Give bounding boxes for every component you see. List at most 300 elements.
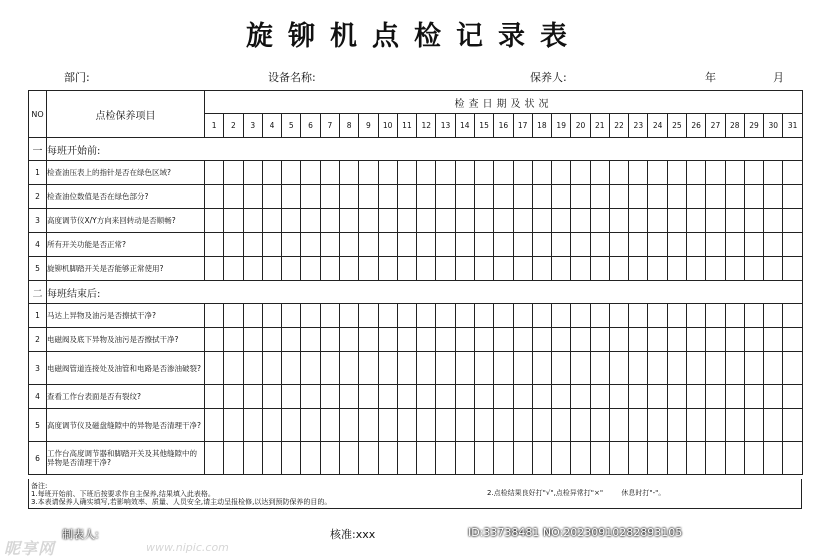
check-cell[interactable] bbox=[417, 185, 436, 209]
check-cell[interactable] bbox=[494, 328, 513, 352]
check-cell[interactable] bbox=[706, 185, 725, 209]
check-cell[interactable] bbox=[783, 385, 802, 409]
check-cell[interactable] bbox=[494, 185, 513, 209]
check-cell[interactable] bbox=[494, 409, 513, 442]
check-cell[interactable] bbox=[243, 352, 262, 385]
check-cell[interactable] bbox=[783, 257, 802, 281]
check-cell[interactable] bbox=[532, 233, 551, 257]
check-cell[interactable] bbox=[397, 185, 416, 209]
check-cell[interactable] bbox=[744, 442, 763, 475]
check-cell[interactable] bbox=[687, 328, 706, 352]
check-cell[interactable] bbox=[359, 304, 378, 328]
check-cell[interactable] bbox=[243, 257, 262, 281]
check-cell[interactable] bbox=[301, 209, 320, 233]
check-cell[interactable] bbox=[590, 352, 609, 385]
check-cell[interactable] bbox=[262, 185, 281, 209]
check-cell[interactable] bbox=[378, 185, 397, 209]
check-cell[interactable] bbox=[609, 209, 628, 233]
check-cell[interactable] bbox=[590, 209, 609, 233]
check-cell[interactable] bbox=[301, 304, 320, 328]
check-cell[interactable] bbox=[320, 161, 339, 185]
check-cell[interactable] bbox=[205, 328, 224, 352]
check-cell[interactable] bbox=[571, 185, 590, 209]
check-cell[interactable] bbox=[359, 161, 378, 185]
check-cell[interactable] bbox=[590, 442, 609, 475]
check-cell[interactable] bbox=[532, 442, 551, 475]
check-cell[interactable] bbox=[455, 328, 474, 352]
check-cell[interactable] bbox=[532, 161, 551, 185]
check-cell[interactable] bbox=[494, 233, 513, 257]
check-cell[interactable] bbox=[205, 233, 224, 257]
check-cell[interactable] bbox=[725, 442, 744, 475]
check-cell[interactable] bbox=[243, 161, 262, 185]
check-cell[interactable] bbox=[667, 209, 686, 233]
check-cell[interactable] bbox=[764, 352, 783, 385]
check-cell[interactable] bbox=[571, 257, 590, 281]
check-cell[interactable] bbox=[706, 409, 725, 442]
check-cell[interactable] bbox=[417, 442, 436, 475]
check-cell[interactable] bbox=[436, 161, 455, 185]
check-cell[interactable] bbox=[474, 442, 493, 475]
check-cell[interactable] bbox=[629, 328, 648, 352]
check-cell[interactable] bbox=[339, 161, 358, 185]
check-cell[interactable] bbox=[320, 352, 339, 385]
check-cell[interactable] bbox=[609, 328, 628, 352]
check-cell[interactable] bbox=[262, 352, 281, 385]
check-cell[interactable] bbox=[609, 442, 628, 475]
check-cell[interactable] bbox=[474, 257, 493, 281]
check-cell[interactable] bbox=[224, 328, 243, 352]
check-cell[interactable] bbox=[552, 209, 571, 233]
check-cell[interactable] bbox=[205, 385, 224, 409]
check-cell[interactable] bbox=[552, 385, 571, 409]
check-cell[interactable] bbox=[455, 161, 474, 185]
check-cell[interactable] bbox=[224, 185, 243, 209]
check-cell[interactable] bbox=[436, 209, 455, 233]
check-cell[interactable] bbox=[320, 442, 339, 475]
check-cell[interactable] bbox=[359, 328, 378, 352]
check-cell[interactable] bbox=[397, 328, 416, 352]
check-cell[interactable] bbox=[609, 233, 628, 257]
check-cell[interactable] bbox=[648, 328, 667, 352]
check-cell[interactable] bbox=[339, 409, 358, 442]
check-cell[interactable] bbox=[301, 257, 320, 281]
check-cell[interactable] bbox=[262, 385, 281, 409]
check-cell[interactable] bbox=[513, 352, 532, 385]
check-cell[interactable] bbox=[648, 257, 667, 281]
check-cell[interactable] bbox=[552, 304, 571, 328]
check-cell[interactable] bbox=[552, 233, 571, 257]
check-cell[interactable] bbox=[474, 385, 493, 409]
check-cell[interactable] bbox=[417, 304, 436, 328]
check-cell[interactable] bbox=[205, 161, 224, 185]
check-cell[interactable] bbox=[513, 385, 532, 409]
check-cell[interactable] bbox=[262, 409, 281, 442]
check-cell[interactable] bbox=[301, 409, 320, 442]
check-cell[interactable] bbox=[417, 385, 436, 409]
check-cell[interactable] bbox=[455, 385, 474, 409]
check-cell[interactable] bbox=[320, 185, 339, 209]
check-cell[interactable] bbox=[648, 209, 667, 233]
check-cell[interactable] bbox=[667, 409, 686, 442]
check-cell[interactable] bbox=[571, 233, 590, 257]
check-cell[interactable] bbox=[629, 209, 648, 233]
check-cell[interactable] bbox=[243, 304, 262, 328]
check-cell[interactable] bbox=[783, 328, 802, 352]
check-cell[interactable] bbox=[224, 233, 243, 257]
check-cell[interactable] bbox=[687, 352, 706, 385]
check-cell[interactable] bbox=[205, 409, 224, 442]
check-cell[interactable] bbox=[513, 209, 532, 233]
check-cell[interactable] bbox=[378, 385, 397, 409]
check-cell[interactable] bbox=[301, 328, 320, 352]
check-cell[interactable] bbox=[687, 161, 706, 185]
check-cell[interactable] bbox=[243, 233, 262, 257]
check-cell[interactable] bbox=[706, 233, 725, 257]
check-cell[interactable] bbox=[224, 442, 243, 475]
check-cell[interactable] bbox=[552, 161, 571, 185]
check-cell[interactable] bbox=[629, 161, 648, 185]
check-cell[interactable] bbox=[764, 233, 783, 257]
check-cell[interactable] bbox=[609, 185, 628, 209]
check-cell[interactable] bbox=[590, 304, 609, 328]
check-cell[interactable] bbox=[339, 385, 358, 409]
check-cell[interactable] bbox=[474, 209, 493, 233]
check-cell[interactable] bbox=[320, 233, 339, 257]
check-cell[interactable] bbox=[629, 442, 648, 475]
check-cell[interactable] bbox=[532, 352, 551, 385]
check-cell[interactable] bbox=[224, 352, 243, 385]
check-cell[interactable] bbox=[205, 352, 224, 385]
check-cell[interactable] bbox=[339, 233, 358, 257]
check-cell[interactable] bbox=[262, 442, 281, 475]
check-cell[interactable] bbox=[359, 352, 378, 385]
check-cell[interactable] bbox=[397, 442, 416, 475]
check-cell[interactable] bbox=[744, 257, 763, 281]
check-cell[interactable] bbox=[455, 257, 474, 281]
check-cell[interactable] bbox=[744, 328, 763, 352]
check-cell[interactable] bbox=[571, 352, 590, 385]
check-cell[interactable] bbox=[764, 257, 783, 281]
check-cell[interactable] bbox=[339, 185, 358, 209]
check-cell[interactable] bbox=[513, 328, 532, 352]
check-cell[interactable] bbox=[706, 257, 725, 281]
check-cell[interactable] bbox=[417, 409, 436, 442]
check-cell[interactable] bbox=[513, 442, 532, 475]
check-cell[interactable] bbox=[339, 328, 358, 352]
check-cell[interactable] bbox=[725, 233, 744, 257]
check-cell[interactable] bbox=[590, 409, 609, 442]
check-cell[interactable] bbox=[687, 409, 706, 442]
check-cell[interactable] bbox=[687, 233, 706, 257]
check-cell[interactable] bbox=[609, 304, 628, 328]
check-cell[interactable] bbox=[571, 328, 590, 352]
check-cell[interactable] bbox=[417, 352, 436, 385]
check-cell[interactable] bbox=[436, 442, 455, 475]
check-cell[interactable] bbox=[417, 161, 436, 185]
check-cell[interactable] bbox=[667, 352, 686, 385]
check-cell[interactable] bbox=[320, 257, 339, 281]
check-cell[interactable] bbox=[262, 161, 281, 185]
check-cell[interactable] bbox=[629, 257, 648, 281]
check-cell[interactable] bbox=[417, 328, 436, 352]
check-cell[interactable] bbox=[205, 442, 224, 475]
check-cell[interactable] bbox=[301, 442, 320, 475]
check-cell[interactable] bbox=[532, 409, 551, 442]
check-cell[interactable] bbox=[320, 385, 339, 409]
check-cell[interactable] bbox=[243, 209, 262, 233]
check-cell[interactable] bbox=[282, 352, 301, 385]
check-cell[interactable] bbox=[359, 233, 378, 257]
check-cell[interactable] bbox=[667, 185, 686, 209]
check-cell[interactable] bbox=[224, 257, 243, 281]
check-cell[interactable] bbox=[378, 352, 397, 385]
check-cell[interactable] bbox=[687, 209, 706, 233]
check-cell[interactable] bbox=[339, 209, 358, 233]
check-cell[interactable] bbox=[417, 209, 436, 233]
check-cell[interactable] bbox=[648, 185, 667, 209]
check-cell[interactable] bbox=[282, 257, 301, 281]
check-cell[interactable] bbox=[397, 352, 416, 385]
check-cell[interactable] bbox=[609, 352, 628, 385]
check-cell[interactable] bbox=[783, 185, 802, 209]
check-cell[interactable] bbox=[744, 233, 763, 257]
check-cell[interactable] bbox=[301, 385, 320, 409]
check-cell[interactable] bbox=[552, 257, 571, 281]
check-cell[interactable] bbox=[494, 209, 513, 233]
check-cell[interactable] bbox=[687, 442, 706, 475]
check-cell[interactable] bbox=[629, 352, 648, 385]
check-cell[interactable] bbox=[205, 304, 224, 328]
check-cell[interactable] bbox=[243, 328, 262, 352]
check-cell[interactable] bbox=[397, 257, 416, 281]
check-cell[interactable] bbox=[764, 328, 783, 352]
check-cell[interactable] bbox=[436, 233, 455, 257]
check-cell[interactable] bbox=[532, 257, 551, 281]
check-cell[interactable] bbox=[378, 442, 397, 475]
check-cell[interactable] bbox=[224, 385, 243, 409]
check-cell[interactable] bbox=[455, 304, 474, 328]
check-cell[interactable] bbox=[609, 385, 628, 409]
check-cell[interactable] bbox=[725, 304, 744, 328]
check-cell[interactable] bbox=[648, 442, 667, 475]
check-cell[interactable] bbox=[552, 442, 571, 475]
check-cell[interactable] bbox=[320, 328, 339, 352]
check-cell[interactable] bbox=[552, 185, 571, 209]
check-cell[interactable] bbox=[667, 442, 686, 475]
check-cell[interactable] bbox=[494, 257, 513, 281]
check-cell[interactable] bbox=[648, 409, 667, 442]
check-cell[interactable] bbox=[629, 185, 648, 209]
check-cell[interactable] bbox=[706, 209, 725, 233]
check-cell[interactable] bbox=[474, 352, 493, 385]
check-cell[interactable] bbox=[648, 352, 667, 385]
check-cell[interactable] bbox=[359, 409, 378, 442]
check-cell[interactable] bbox=[243, 409, 262, 442]
check-cell[interactable] bbox=[397, 409, 416, 442]
check-cell[interactable] bbox=[590, 328, 609, 352]
check-cell[interactable] bbox=[648, 385, 667, 409]
check-cell[interactable] bbox=[224, 209, 243, 233]
check-cell[interactable] bbox=[378, 233, 397, 257]
check-cell[interactable] bbox=[571, 409, 590, 442]
check-cell[interactable] bbox=[397, 161, 416, 185]
check-cell[interactable] bbox=[262, 209, 281, 233]
check-cell[interactable] bbox=[494, 304, 513, 328]
check-cell[interactable] bbox=[725, 185, 744, 209]
check-cell[interactable] bbox=[378, 161, 397, 185]
check-cell[interactable] bbox=[764, 409, 783, 442]
check-cell[interactable] bbox=[474, 161, 493, 185]
check-cell[interactable] bbox=[667, 304, 686, 328]
check-cell[interactable] bbox=[436, 385, 455, 409]
check-cell[interactable] bbox=[378, 257, 397, 281]
check-cell[interactable] bbox=[764, 385, 783, 409]
check-cell[interactable] bbox=[320, 409, 339, 442]
check-cell[interactable] bbox=[590, 161, 609, 185]
check-cell[interactable] bbox=[301, 233, 320, 257]
check-cell[interactable] bbox=[474, 328, 493, 352]
check-cell[interactable] bbox=[494, 161, 513, 185]
check-cell[interactable] bbox=[474, 185, 493, 209]
check-cell[interactable] bbox=[744, 161, 763, 185]
check-cell[interactable] bbox=[783, 233, 802, 257]
check-cell[interactable] bbox=[397, 385, 416, 409]
check-cell[interactable] bbox=[629, 409, 648, 442]
check-cell[interactable] bbox=[436, 304, 455, 328]
check-cell[interactable] bbox=[243, 185, 262, 209]
check-cell[interactable] bbox=[648, 304, 667, 328]
check-cell[interactable] bbox=[455, 185, 474, 209]
check-cell[interactable] bbox=[436, 328, 455, 352]
check-cell[interactable] bbox=[590, 385, 609, 409]
check-cell[interactable] bbox=[282, 233, 301, 257]
check-cell[interactable] bbox=[378, 304, 397, 328]
check-cell[interactable] bbox=[436, 257, 455, 281]
check-cell[interactable] bbox=[359, 385, 378, 409]
check-cell[interactable] bbox=[706, 161, 725, 185]
check-cell[interactable] bbox=[282, 442, 301, 475]
check-cell[interactable] bbox=[667, 328, 686, 352]
check-cell[interactable] bbox=[378, 328, 397, 352]
check-cell[interactable] bbox=[667, 161, 686, 185]
check-cell[interactable] bbox=[494, 442, 513, 475]
check-cell[interactable] bbox=[725, 161, 744, 185]
check-cell[interactable] bbox=[301, 352, 320, 385]
check-cell[interactable] bbox=[783, 304, 802, 328]
check-cell[interactable] bbox=[744, 409, 763, 442]
check-cell[interactable] bbox=[243, 442, 262, 475]
check-cell[interactable] bbox=[764, 304, 783, 328]
check-cell[interactable] bbox=[725, 209, 744, 233]
check-cell[interactable] bbox=[532, 328, 551, 352]
check-cell[interactable] bbox=[552, 328, 571, 352]
check-cell[interactable] bbox=[397, 233, 416, 257]
check-cell[interactable] bbox=[474, 409, 493, 442]
check-cell[interactable] bbox=[571, 385, 590, 409]
check-cell[interactable] bbox=[687, 185, 706, 209]
check-cell[interactable] bbox=[687, 304, 706, 328]
check-cell[interactable] bbox=[378, 409, 397, 442]
check-cell[interactable] bbox=[359, 257, 378, 281]
check-cell[interactable] bbox=[282, 328, 301, 352]
check-cell[interactable] bbox=[764, 161, 783, 185]
check-cell[interactable] bbox=[455, 442, 474, 475]
check-cell[interactable] bbox=[359, 209, 378, 233]
check-cell[interactable] bbox=[513, 233, 532, 257]
check-cell[interactable] bbox=[320, 209, 339, 233]
check-cell[interactable] bbox=[282, 304, 301, 328]
check-cell[interactable] bbox=[282, 409, 301, 442]
check-cell[interactable] bbox=[262, 304, 281, 328]
check-cell[interactable] bbox=[436, 185, 455, 209]
check-cell[interactable] bbox=[725, 409, 744, 442]
check-cell[interactable] bbox=[571, 209, 590, 233]
check-cell[interactable] bbox=[571, 442, 590, 475]
check-cell[interactable] bbox=[571, 161, 590, 185]
check-cell[interactable] bbox=[494, 352, 513, 385]
check-cell[interactable] bbox=[744, 385, 763, 409]
check-cell[interactable] bbox=[744, 185, 763, 209]
check-cell[interactable] bbox=[783, 161, 802, 185]
check-cell[interactable] bbox=[282, 209, 301, 233]
check-cell[interactable] bbox=[590, 233, 609, 257]
check-cell[interactable] bbox=[474, 233, 493, 257]
check-cell[interactable] bbox=[397, 304, 416, 328]
check-cell[interactable] bbox=[282, 161, 301, 185]
check-cell[interactable] bbox=[224, 304, 243, 328]
check-cell[interactable] bbox=[783, 209, 802, 233]
check-cell[interactable] bbox=[764, 209, 783, 233]
check-cell[interactable] bbox=[629, 385, 648, 409]
check-cell[interactable] bbox=[629, 304, 648, 328]
check-cell[interactable] bbox=[667, 233, 686, 257]
check-cell[interactable] bbox=[513, 409, 532, 442]
check-cell[interactable] bbox=[609, 161, 628, 185]
check-cell[interactable] bbox=[359, 185, 378, 209]
check-cell[interactable] bbox=[706, 328, 725, 352]
check-cell[interactable] bbox=[687, 385, 706, 409]
check-cell[interactable] bbox=[648, 161, 667, 185]
check-cell[interactable] bbox=[725, 352, 744, 385]
check-cell[interactable] bbox=[725, 257, 744, 281]
check-cell[interactable] bbox=[282, 385, 301, 409]
check-cell[interactable] bbox=[301, 161, 320, 185]
check-cell[interactable] bbox=[436, 352, 455, 385]
check-cell[interactable] bbox=[320, 304, 339, 328]
check-cell[interactable] bbox=[474, 304, 493, 328]
check-cell[interactable] bbox=[744, 352, 763, 385]
check-cell[interactable] bbox=[513, 257, 532, 281]
check-cell[interactable] bbox=[262, 257, 281, 281]
check-cell[interactable] bbox=[783, 442, 802, 475]
check-cell[interactable] bbox=[764, 185, 783, 209]
check-cell[interactable] bbox=[224, 161, 243, 185]
check-cell[interactable] bbox=[532, 385, 551, 409]
check-cell[interactable] bbox=[667, 385, 686, 409]
check-cell[interactable] bbox=[571, 304, 590, 328]
check-cell[interactable] bbox=[436, 409, 455, 442]
check-cell[interactable] bbox=[783, 352, 802, 385]
check-cell[interactable] bbox=[339, 352, 358, 385]
check-cell[interactable] bbox=[706, 385, 725, 409]
check-cell[interactable] bbox=[205, 257, 224, 281]
check-cell[interactable] bbox=[262, 233, 281, 257]
check-cell[interactable] bbox=[609, 409, 628, 442]
check-cell[interactable] bbox=[552, 352, 571, 385]
check-cell[interactable] bbox=[532, 185, 551, 209]
check-cell[interactable] bbox=[339, 442, 358, 475]
